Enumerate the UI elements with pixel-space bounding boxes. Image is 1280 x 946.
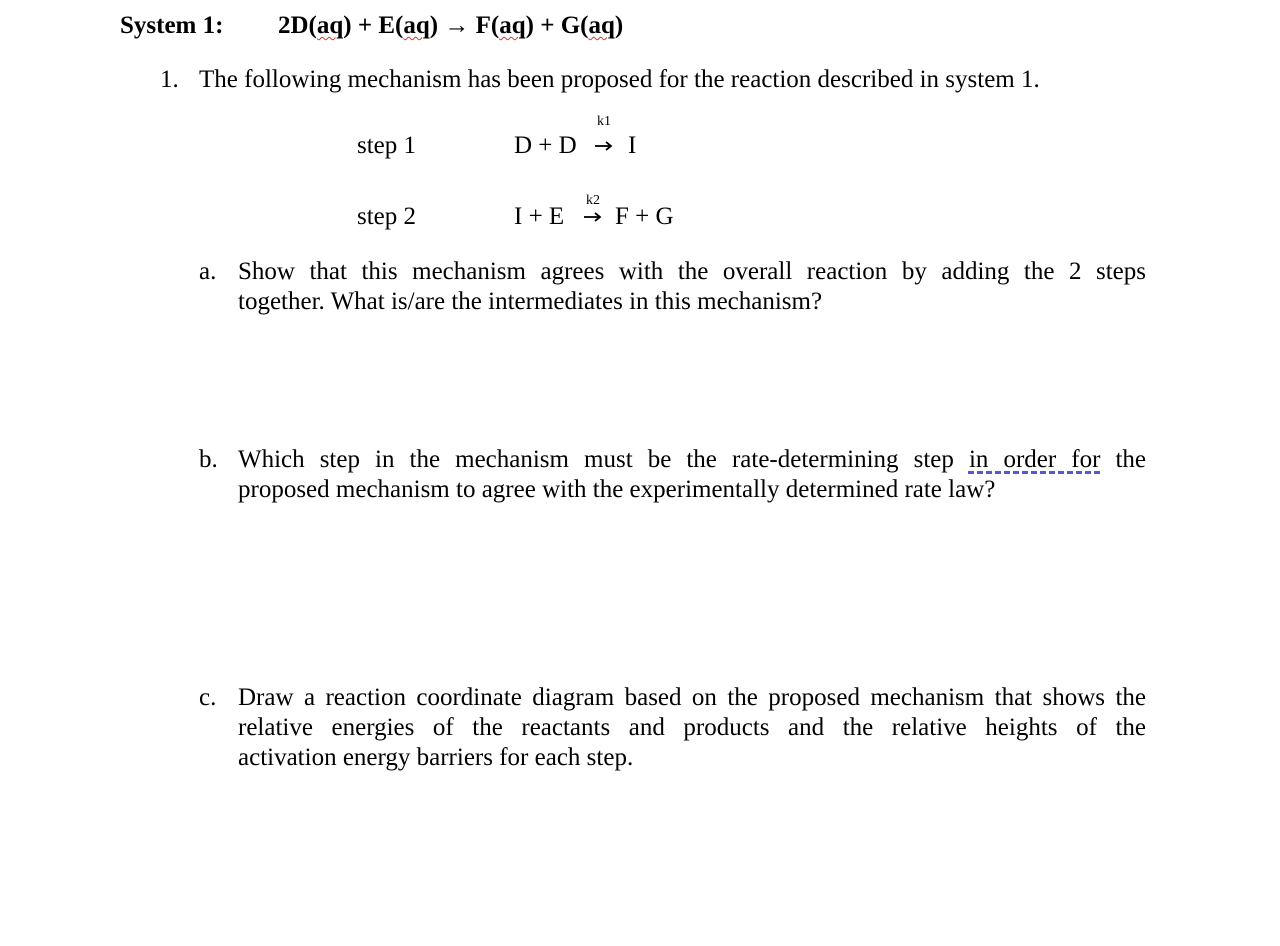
- part-b-line: proposed mechanism to agree with the experimentally determined rate law?: [238, 476, 996, 503]
- eq-part: ): [614, 12, 624, 39]
- overall-equation: [278, 12, 623, 40]
- part-b-marker: b.: [199, 446, 218, 473]
- part-c-line: relative energies of the reactants and products and the relative heights of the: [238, 714, 1146, 741]
- step-1-label: step 1: [357, 132, 417, 159]
- step-1-rhs: I: [628, 132, 637, 159]
- question-number: 1.: [160, 66, 179, 93]
- question-text: The following mechanism has been proposed for the reaction described in system 1.: [199, 66, 1040, 93]
- part-b-line: [238, 445, 1146, 475]
- step-2-rhs: F + G: [615, 203, 674, 230]
- step-1-rate-constant: k1: [597, 114, 611, 129]
- eq-part: F(: [469, 12, 500, 39]
- part-a-text: [238, 257, 1146, 317]
- reaction-arrow: →: [444, 12, 470, 39]
- part-c-line: activation energy barriers for each step.: [238, 744, 634, 771]
- eq-part: ): [429, 12, 445, 39]
- spell-underlined-aq[interactable]: aq: [403, 12, 430, 39]
- part-a-line: Show that this mechanism agrees with the overall reaction by adding the 2 steps: [238, 258, 1146, 285]
- system-label: System 1:: [120, 12, 224, 39]
- part-b-text-segment: the: [1100, 446, 1147, 473]
- part-a-marker: a.: [199, 258, 217, 285]
- step-2-rate-constant: k2: [586, 193, 600, 208]
- grammar-underlined-phrase[interactable]: in order for: [968, 446, 1101, 473]
- right-arrow-icon: [593, 116, 617, 156]
- step-1-lhs: D + D: [514, 132, 577, 159]
- eq-part: ) + E(: [343, 12, 404, 39]
- eq-part: ) + G(: [525, 12, 589, 39]
- spell-underlined-aq[interactable]: aq: [588, 12, 615, 39]
- part-a-line: together. What is/are the intermediates in this mechanism?: [238, 288, 823, 315]
- step-2-label: step 2: [357, 203, 417, 230]
- right-arrow-icon: [582, 195, 606, 235]
- part-c-line: Draw a reaction coordinate diagram based on the proposed mechanism that shows the: [238, 684, 1146, 711]
- step-1-arrow: [593, 116, 617, 156]
- part-c-text: [238, 683, 1146, 773]
- step-2-arrow: [582, 195, 606, 235]
- spell-underlined-aq[interactable]: aq: [499, 12, 526, 39]
- spell-underlined-aq[interactable]: aq: [316, 12, 344, 39]
- eq-part: 2D(: [278, 12, 317, 39]
- part-b-text-segment: Which step in the mechanism must be the rate-determining step: [238, 446, 969, 473]
- part-c-marker: c.: [199, 684, 217, 711]
- step-2-lhs: I + E: [514, 203, 565, 230]
- part-b-text: [238, 445, 1146, 505]
